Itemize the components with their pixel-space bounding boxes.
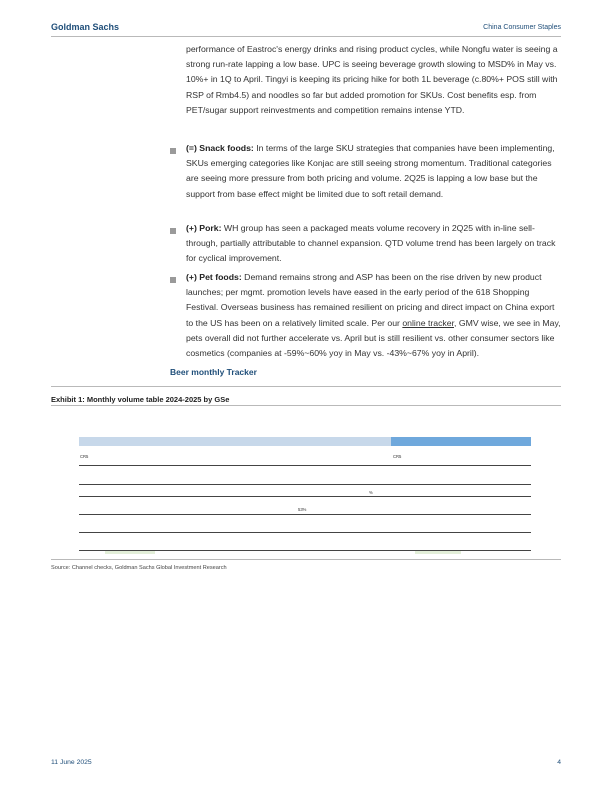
- bullet-label: (=) Snack foods:: [186, 143, 254, 153]
- table-mark: 53%: [298, 507, 307, 512]
- source-note: Source: Channel checks, Goldman Sachs Global Investment Research: [51, 565, 227, 571]
- table-rule: [79, 465, 531, 466]
- page-number: 4: [557, 759, 561, 766]
- brand-name: Goldman Sachs: [51, 22, 120, 32]
- bullet-pet-foods: [186, 270, 564, 361]
- footer-date: 11 June 2025: [51, 759, 92, 766]
- exhibit-title: Exhibit 1: Monthly volume table 2024-2025 by GSe: [51, 395, 230, 404]
- table-header-band-highlight: [391, 437, 531, 446]
- bullet-marker: [170, 148, 176, 154]
- online-tracker-link[interactable]: online tracker,: [402, 317, 457, 328]
- bullet-snack-foods: [186, 141, 564, 202]
- bullet-body: WH group has seen a packaged meats volume recovery in 2Q25 with in-line sell-through, partially attributable to channel expansion. QTD volume trend has been largely on track for cyclical improvement.: [186, 223, 556, 264]
- table-header-band: [79, 437, 391, 446]
- section-divider: [51, 386, 561, 387]
- bullet-pork: [186, 221, 564, 267]
- section-title: Beer monthly Tracker: [170, 367, 257, 377]
- exhibit-bottom-divider: [51, 559, 561, 560]
- column-label: CR5: [80, 454, 89, 459]
- column-label: CR5: [393, 454, 402, 459]
- table-rule: [79, 484, 531, 485]
- bullet-body: In terms of the large SKU strategies that companies have been implementing, SKUs emerging categories like Konjac are still seeing strong momentum. Traditional categories are seeing more pressure from both pricing and volume. 2Q25 is lapping a low base but the support from base effect might be limited due to soft retail demand.: [186, 143, 555, 199]
- bullet-body: GMV wise, we see in May, pets overall did not further accelerate vs. April but is still resilient vs. other consumer sectors like cosmetics (companies at -59%~60% yoy in May vs. -43%~67% yoy in April).: [186, 317, 561, 359]
- table-highlight: [415, 551, 461, 554]
- header-divider: [51, 36, 561, 37]
- table-rule: [79, 532, 531, 533]
- exhibit-divider: [51, 405, 561, 406]
- table-rule: [79, 496, 531, 497]
- bullet-marker: [170, 228, 176, 234]
- table-rule: [79, 514, 531, 515]
- bullet-marker: [170, 277, 176, 283]
- bullet-label: (+) Pet foods:: [186, 272, 242, 282]
- table-highlight: [105, 551, 155, 554]
- bullet-label: (+) Pork:: [186, 223, 222, 233]
- report-title: China Consumer Staples: [483, 24, 561, 31]
- bullet-body: Demand remains strong and ASP has been on the rise driven by new product launches; per mgmt. promotion levels have eased in the early period of the 618 Shopping Festival. Overseas business has remained resilient on pricing and direct impact on China export to the US has been on a relatively limited scale. Per our: [186, 272, 555, 328]
- table-mark: %: [369, 490, 373, 495]
- intro-paragraph: performance of Eastroc's energy drinks and rising product cycles, while Nongfu water is seeing a strong run-rate lapping a low base. UPC is seeing beverage growth slowing to MSD% in May vs. 10%+ in 1Q to April. Tingyi is keeping its pricing hike for both 1L beverage (c.80%+ POS still with RSP of Rmb4.5) and noodles so far but added promotion for SKUs. Cost benefits esp. from PET/sugar support reinvestments and competition remains intense YTD.: [186, 44, 558, 115]
